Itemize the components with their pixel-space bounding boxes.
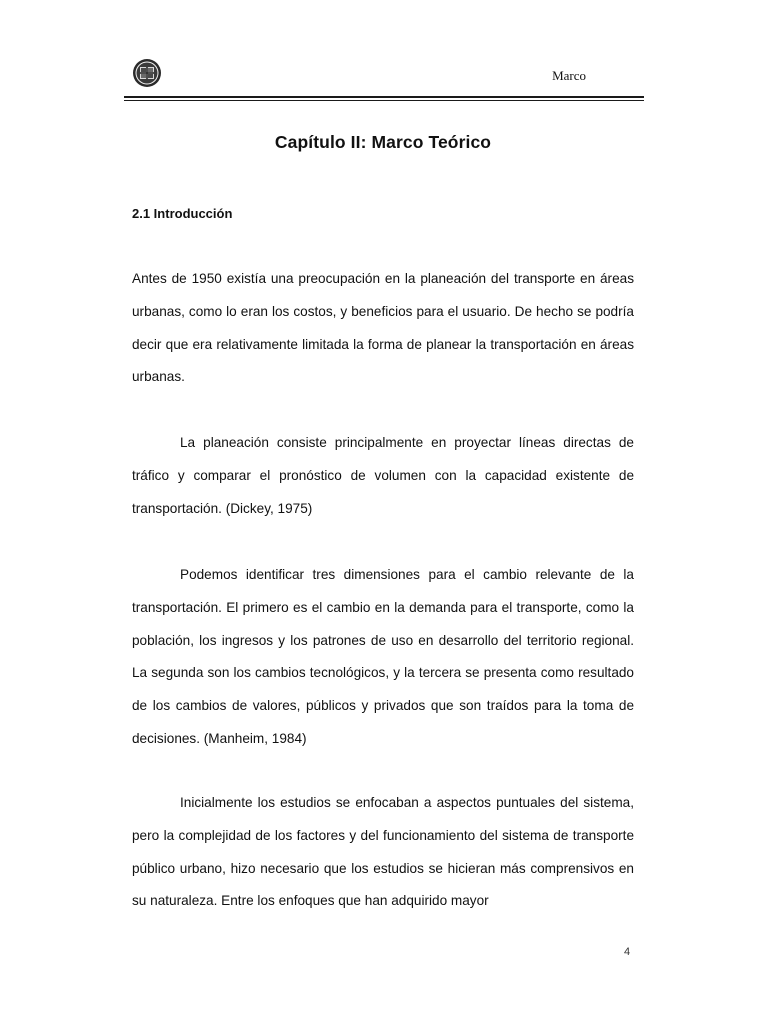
header-rule-thick (124, 96, 644, 98)
section-heading: 2.1 Introducción (132, 206, 233, 221)
paragraph: Antes de 1950 existía una preocupación en la planeación del transporte en áreas urbanas, como lo eran los costos, y beneficios para el usuario. De hecho se podría decir que era relativamente limitada la forma de planear la transportación en áreas urbanas. (132, 271, 634, 385)
paragraph: La planeación consiste principalmente en proyectar líneas directas de tráfico y comparar el pronóstico de volumen con la capacidad existente de transportación. (Dickey, 1975) (132, 435, 634, 516)
paragraph: Podemos identificar tres dimensiones para el cambio relevante de la transportación. El primero es el cambio en la demanda para el transporte, como la población, los ingresos y los patrones de uso en desarrollo del territorio regional. La segunda son los cambios tecnológicos, y la tercera se presenta como resultado de los cambios de valores, públicos y privados que son traídos para la toma de decisiones. (Manheim, 1984) (132, 567, 634, 746)
page-number: 4 (624, 946, 631, 958)
university-seal-icon (132, 58, 162, 88)
running-header-title: Marco (552, 68, 586, 83)
header-rule-thin (124, 100, 644, 101)
paragraph: Inicialmente los estudios se enfocaban a aspectos puntuales del sistema, pero la complejidad de los factores y del funcionamiento del sistema de transporte público urbano, hizo necesario que los estudios se hicieran más comprensivos en su naturaleza. Entre los enfoques que han adquirido mayor (132, 795, 634, 909)
chapter-title: Capítulo II: Marco Teórico (274, 132, 492, 152)
